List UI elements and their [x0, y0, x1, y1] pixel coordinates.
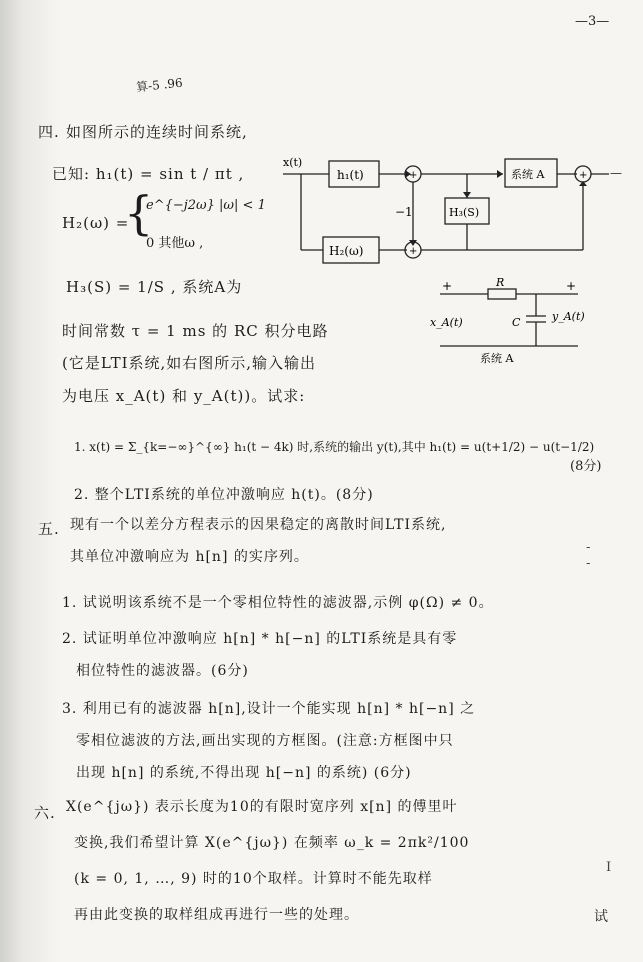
diagram-system-a-label: 系统 A	[511, 168, 545, 181]
problem-5-label: 五.	[38, 520, 60, 538]
diagram-h2-label: H₂(ω)	[329, 244, 364, 258]
question-4-1: 1. x(t) = Σ_{k=−∞}^{∞} h₁(t − 4k) 时,系统的输出 y(t),其中 h₁(t) = u(t+1/2) − u(t−1/2)	[74, 440, 595, 454]
question-4-2: 2. 整个LTI系统的单位冲激响应 h(t)。(8分)	[74, 487, 374, 503]
svg-text:+: +	[409, 246, 418, 257]
problem-4-label: 四.	[38, 123, 60, 141]
handwritten-note: 算-5 .96	[135, 75, 184, 95]
h3-and-system-a: H₃(S) = 1/S , 系统A为	[66, 278, 243, 296]
problem-6-line-1: X(e^{jω}) 表示长度为10的有限时宽序列 x[n] 的傅里叶	[66, 799, 458, 815]
h2-prefix: H₂(ω) =	[62, 214, 130, 232]
h2-case-1: e^{−j2ω} |ω| < 1	[146, 198, 266, 213]
problem-4-intro: 如图所示的连续时间系统,	[66, 123, 248, 141]
question-5-3-line-3: 出现 h[n] 的系统,不得出现 h[−n] 的系统) (6分)	[76, 765, 412, 781]
system-a-line-2: (它是LTI系统,如右图所示,输入输出	[62, 354, 317, 372]
diagram-h3-label: H₃(S)	[449, 206, 480, 219]
system-a-line-1: 时间常数 τ = 1 ms 的 RC 积分电路	[62, 322, 329, 340]
question-5-3-line-1: 3. 利用已有的滤波器 h[n],设计一个能实现 h[n] * h[−n] 之	[62, 701, 476, 717]
question-5-2-line-2: 相位特性的滤波器。(6分)	[76, 663, 249, 679]
margin-mark-3: I	[606, 860, 612, 875]
block-diagram	[283, 150, 613, 265]
rc-resistor-label: R	[496, 278, 505, 289]
question-5-2-line-1: 2. 试证明单位冲激响应 h[n] * h[−n] 的LTI系统是具有零	[62, 631, 458, 647]
question-5-1: 1. 试说明该系统不是一个零相位特性的滤波器,示例 φ(Ω) ≠ 0。	[62, 595, 494, 611]
rc-output-label: y_A(t)	[552, 310, 585, 323]
margin-mark-2: -	[586, 556, 591, 571]
question-4-1-points: (8分)	[570, 459, 602, 474]
problem-6-label: 六.	[34, 804, 56, 822]
margin-mark-1: -	[586, 540, 591, 555]
svg-text:+: +	[409, 170, 418, 181]
rc-capacitor-label: C	[512, 316, 521, 329]
margin-note: 试	[594, 909, 608, 925]
diagram-output-label: —	[610, 166, 622, 180]
problem-6-line-2: 变换,我们希望计算 X(e^{jω}) 在频率 ω_k = 2πk²/100	[74, 835, 470, 851]
page-number: —3—	[575, 14, 610, 29]
rc-circuit	[428, 278, 598, 368]
diagram-h1-label: h₁(t)	[337, 168, 364, 182]
rc-input-label: x_A(t)	[430, 316, 463, 329]
problem-5-line-1: 现有一个以差分方程表示的因果稳定的离散时间LTI系统,	[70, 517, 447, 533]
system-a-line-3: 为电压 x_A(t) 和 y_A(t))。试求:	[62, 387, 306, 405]
rc-plus-left: +	[442, 279, 453, 293]
problem-6-line-3: (k = 0, 1, …, 9) 时的10个取样。计算时不能先取样	[74, 871, 433, 887]
problem-6-line-4: 再由此变换的取样组成再进行一些的处理。	[74, 907, 359, 923]
diagram-minus-one: −1	[395, 205, 413, 219]
diagram-input-label: x(t)	[283, 156, 303, 169]
rc-plus-right: +	[566, 279, 577, 293]
problem-5-line-2: 其单位冲激响应为 h[n] 的实序列。	[70, 549, 309, 565]
svg-text:+: +	[579, 170, 588, 181]
h2-case-2: 0 其他ω ,	[146, 236, 204, 251]
question-5-3-line-2: 零相位滤波的方法,画出实现的方框图。(注意:方框图中只	[76, 733, 454, 749]
rc-caption: 系统 A	[480, 352, 514, 365]
given-h1: 已知: h₁(t) = sin t / πt ,	[52, 165, 245, 183]
h2-brace: {	[124, 186, 154, 240]
